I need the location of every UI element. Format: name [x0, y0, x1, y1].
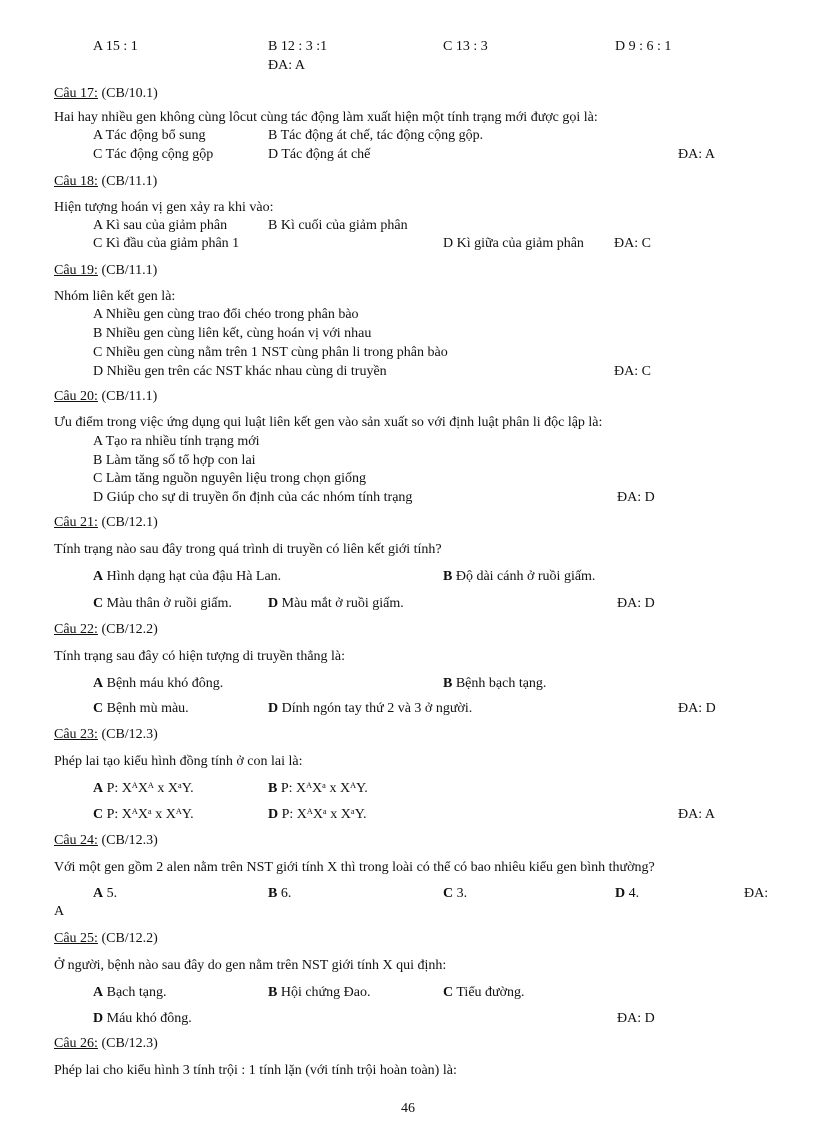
q18-option-d: D Kì giữa của giảm phân [443, 236, 584, 251]
option-text: P: XᴬXᵃ x XᴬY. [106, 807, 194, 822]
top-answer: ĐA: A [268, 58, 305, 73]
question-26-header [54, 1036, 158, 1052]
q19-option-b: B Nhiều gen cùng liên kết, cùng hoán vị với nhau [93, 326, 372, 341]
q25-option-d [93, 1011, 192, 1027]
question-17-text: Hai hay nhiều gen không cùng lôcut cùng tác động làm xuất hiện một tính trạng mới được gọi là: [54, 110, 598, 125]
q18-answer: ĐA: C [614, 236, 651, 251]
q17-option-c: C Tác động cộng gộp [93, 147, 214, 162]
option-text: 3. [456, 886, 468, 901]
option-letter: A [93, 781, 104, 796]
q17-option-d: D Tác động át chế [268, 147, 371, 162]
question-18-header [54, 174, 157, 190]
question-code: (CB/12.3) [101, 1036, 158, 1051]
option-text: Hội chứng Đao. [280, 985, 371, 1000]
q25-option-b [268, 985, 370, 1001]
option-letter: C [443, 985, 454, 1000]
page-number: 46 [401, 1101, 415, 1116]
option-text: Dính ngón tay thứ 2 và 3 ở người. [281, 701, 473, 716]
question-code: (CB/10.1) [101, 86, 158, 101]
question-18-text: Hiện tượng hoán vị gen xảy ra khi vào: [54, 200, 274, 215]
q23-option-a [93, 781, 194, 797]
q23-answer: ĐA: A [678, 807, 715, 822]
question-label: Câu 20: [54, 389, 98, 404]
option-letter: C [443, 886, 454, 901]
option-text: Bệnh bạch tạng. [455, 676, 547, 691]
question-24-header [54, 833, 158, 849]
question-label: Câu 21: [54, 515, 98, 530]
question-code: (CB/12.3) [101, 833, 158, 848]
question-22-text: Tính trạng sau đây có hiện tượng di truyền thẳng là: [54, 649, 346, 664]
question-25-text: Ở người, bệnh nào sau đây do gen nằm trên NST giới tính X qui định: [54, 958, 447, 973]
question-label: Câu 19: [54, 263, 98, 278]
option-letter: B [443, 569, 453, 584]
option-text: Bạch tạng. [106, 985, 167, 1000]
question-code: (CB/11.1) [101, 174, 158, 189]
q24-answer-value: A [54, 904, 65, 919]
question-label: Câu 25: [54, 931, 98, 946]
question-code: (CB/12.2) [101, 622, 158, 637]
q22-answer: ĐA: D [678, 701, 716, 716]
q19-answer: ĐA: C [614, 364, 651, 379]
q20-option-c: C Làm tăng nguồn nguyên liệu trong chọn giống [93, 471, 366, 486]
option-text: Hình dạng hạt của đậu Hà Lan. [106, 569, 282, 584]
q19-option-d: D Nhiều gen trên các NST khác nhau cùng di truyền [93, 364, 387, 379]
top-option-d: D 9 : 6 : 1 [615, 39, 672, 54]
question-25-header [54, 931, 158, 947]
q23-option-b [268, 781, 368, 797]
question-label: Câu 26: [54, 1036, 98, 1051]
option-letter: C [93, 807, 104, 822]
q19-option-c: C Nhiều gen cùng nằm trên 1 NST cùng phân li trong phân bào [93, 345, 448, 360]
option-text: Máu khó đông. [106, 1011, 192, 1026]
option-text: 4. [628, 886, 640, 901]
option-letter: B [268, 886, 278, 901]
option-text: Tiểu đường. [456, 985, 525, 1000]
option-text: Bệnh máu khó đông. [106, 676, 224, 691]
option-letter: B [443, 676, 453, 691]
q17-answer: ĐA: A [678, 147, 715, 162]
top-option-a: A 15 : 1 [93, 39, 138, 54]
q20-option-b: B Làm tăng số tổ hợp con lai [93, 453, 256, 468]
question-code: (CB/12.1) [101, 515, 158, 530]
q22-option-c [93, 701, 189, 717]
question-label: Câu 22: [54, 622, 98, 637]
option-letter: B [268, 985, 278, 1000]
option-letter: D [93, 1011, 104, 1026]
option-letter: C [93, 701, 104, 716]
option-text: P: XᴬXᵃ x XᴬY. [280, 781, 368, 796]
q21-option-d [268, 596, 404, 612]
question-label: Câu 24: [54, 833, 98, 848]
q18-option-b: B Kì cuối của giảm phân [268, 218, 408, 233]
option-letter: A [93, 886, 104, 901]
q21-answer: ĐA: D [617, 596, 655, 611]
option-letter: A [93, 676, 104, 691]
q24-option-d [615, 886, 639, 902]
option-letter: D [268, 807, 279, 822]
question-21-text: Tính trạng nào sau đây trong quá trình di truyền có liên kết giới tính? [54, 542, 442, 557]
option-text: Bệnh mù màu. [106, 701, 189, 716]
q21-option-a [93, 569, 281, 585]
q18-option-a: A Kì sau của giảm phân [93, 218, 228, 233]
q20-answer: ĐA: D [617, 490, 655, 505]
q24-option-c [443, 886, 467, 902]
q22-option-a [93, 676, 223, 692]
question-26-text: Phép lai cho kiểu hình 3 tính trội : 1 tính lặn (với tính trội hoàn toàn) là: [54, 1063, 457, 1078]
question-19-header [54, 263, 157, 279]
q23-option-d [268, 807, 367, 823]
top-option-c: C 13 : 3 [443, 39, 488, 54]
q20-option-a: A Tạo ra nhiều tính trạng mới [93, 434, 260, 449]
option-text: Màu mắt ở ruồi giấm. [281, 596, 404, 611]
q24-answer-label: ĐA: [744, 886, 769, 901]
question-code: (CB/11.1) [101, 389, 158, 404]
option-letter: A [93, 985, 104, 1000]
option-letter: D [615, 886, 626, 901]
option-letter: D [268, 596, 279, 611]
q18-option-c: C Kì đầu của giảm phân 1 [93, 236, 240, 251]
option-text: P: XᴬXᵃ x XᵃY. [281, 807, 367, 822]
question-code: (CB/11.1) [101, 263, 158, 278]
question-code: (CB/12.3) [101, 727, 158, 742]
q25-option-c [443, 985, 525, 1001]
option-text: P: XᴬXᴬ x XᵃY. [106, 781, 194, 796]
option-text: 5. [106, 886, 118, 901]
q19-option-a: A Nhiều gen cùng trao đổi chéo trong phân bào [93, 307, 359, 322]
question-label: Câu 17: [54, 86, 98, 101]
q20-option-d: D Giúp cho sự di truyền ổn định của các nhóm tính trạng [93, 490, 413, 505]
q21-option-b [443, 569, 595, 585]
question-19-text: Nhóm liên kết gen là: [54, 289, 176, 304]
question-label: Câu 23: [54, 727, 98, 742]
question-22-header [54, 622, 158, 638]
q24-option-a [93, 886, 117, 902]
q24-option-b [268, 886, 291, 902]
q23-option-c [93, 807, 194, 823]
question-23-text: Phép lai tạo kiểu hình đồng tính ở con lai là: [54, 754, 303, 769]
q17-option-b: B Tác động át chế, tác động cộng gộp. [268, 128, 484, 143]
question-label: Câu 18: [54, 174, 98, 189]
q22-option-d [268, 701, 472, 717]
q25-option-a [93, 985, 167, 1001]
question-24-text: Với một gen gồm 2 alen nằm trên NST giới tính X thì trong loài có thể có bao nhiêu kiểu gen bình thường? [54, 860, 655, 875]
q25-answer: ĐA: D [617, 1011, 655, 1026]
option-letter: B [268, 781, 278, 796]
question-21-header [54, 515, 158, 531]
option-letter: C [93, 596, 104, 611]
question-code: (CB/12.2) [101, 931, 158, 946]
q22-option-b [443, 676, 546, 692]
question-17-header [54, 86, 158, 102]
top-option-b: B 12 : 3 :1 [268, 39, 328, 54]
question-20-text: Ưu điểm trong việc ứng dụng qui luật liên kết gen vào sản xuất so với định luật phân li độc lập là: [54, 415, 603, 430]
option-text: Độ dài cánh ở ruồi giấm. [455, 569, 596, 584]
q17-option-a: A Tác động bổ sung [93, 128, 206, 143]
option-letter: D [268, 701, 279, 716]
option-letter: A [93, 569, 104, 584]
question-23-header [54, 727, 158, 743]
option-text: Màu thân ở ruồi giấm. [106, 596, 232, 611]
option-text: 6. [280, 886, 292, 901]
q21-option-c [93, 596, 232, 612]
question-20-header [54, 389, 157, 405]
